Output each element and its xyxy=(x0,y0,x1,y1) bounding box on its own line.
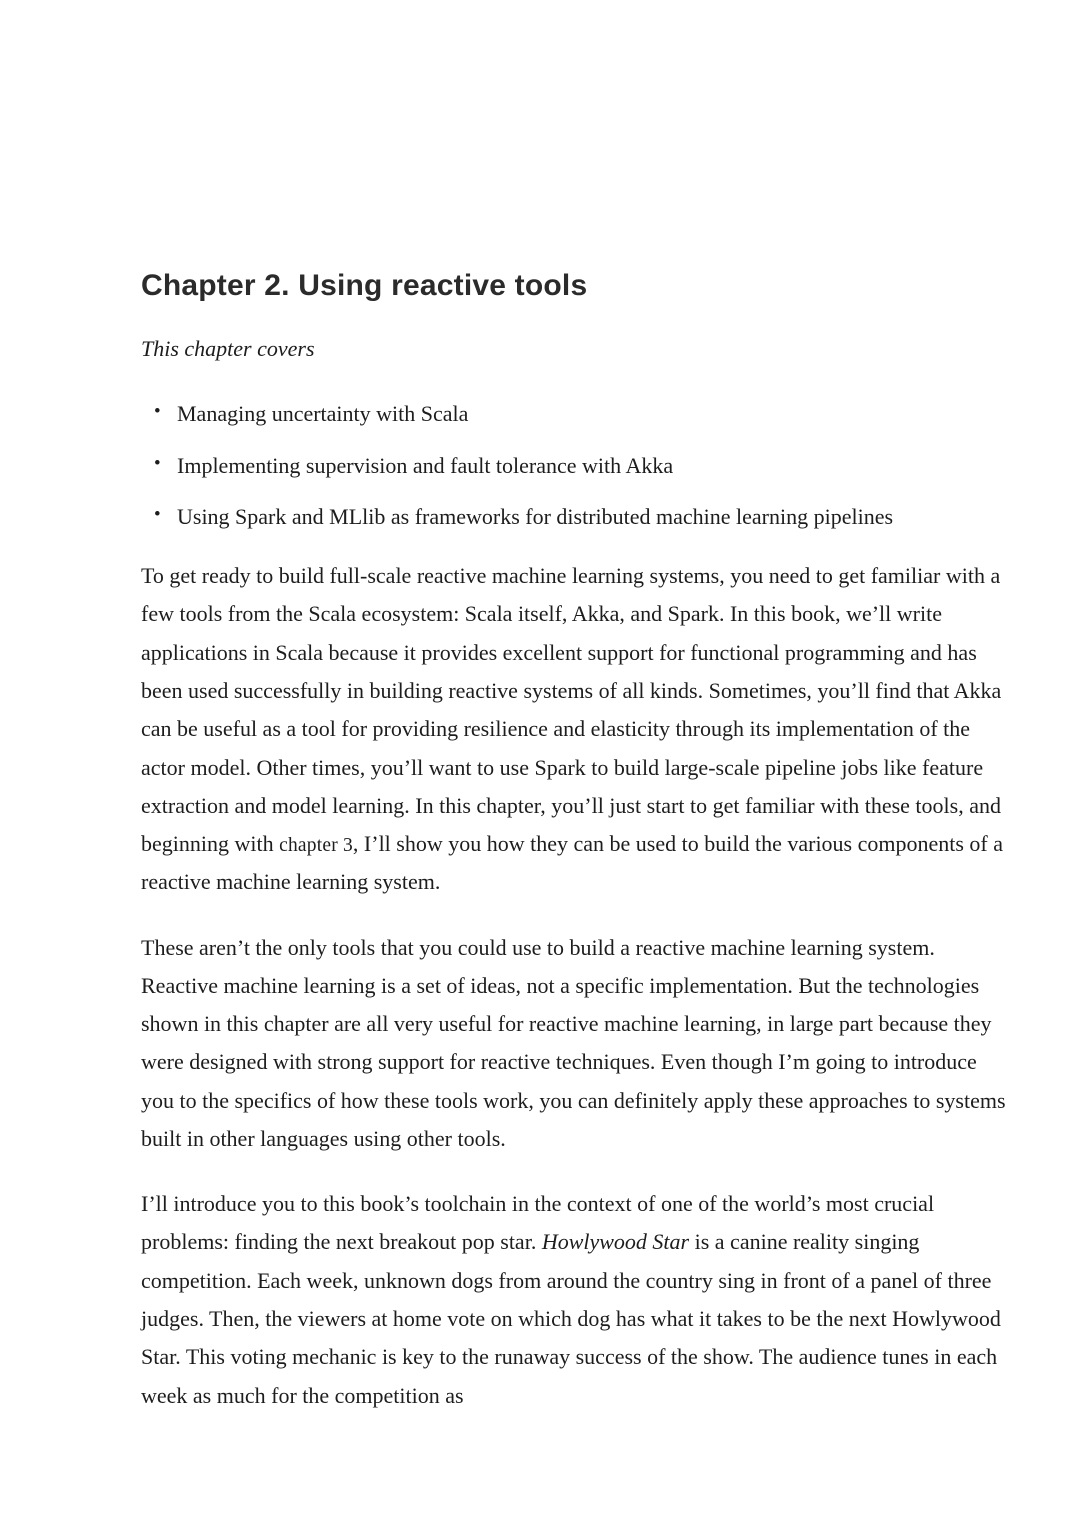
paragraph-3 xyxy=(141,1185,1013,1415)
chapter-covers-list xyxy=(141,399,1013,533)
paragraph-text: , I’ll show you how they can be used to build the various components of a reactive machine learning system. xyxy=(141,831,1004,895)
list-item xyxy=(141,399,1013,430)
list-item xyxy=(141,502,1013,533)
book-title-italic: Howlywood Star xyxy=(541,1229,690,1255)
bullet-text: Implementing supervision and fault tolerance with Akka xyxy=(177,452,674,478)
bullet-text: Using Spark and MLlib as frameworks for distributed machine learning pipelines xyxy=(177,504,894,530)
paragraph-text: is a canine reality singing competition. Each week, unknown dogs from around the country sing in front of a panel of three judges. Then, the viewers at home vote on which dog has what it takes to be the next Howlywood Star. This voting mechanic is key to the runaway success of the show. The audience tunes in each week as much for the competition as xyxy=(141,1229,1001,1408)
paragraph-text: I’ll introduce you to this book’s toolchain in the context of one of the world’s most crucial problems: finding the next breakout pop star. xyxy=(141,1191,935,1255)
chapter-covers-label: This chapter covers xyxy=(141,336,315,361)
bullet-text: Managing uncertainty with Scala xyxy=(177,400,469,426)
paragraph-text: To get ready to build full-scale reactive machine learning systems, you need to get familiar with a few tools from the Scala ecosystem: Scala itself, Akka, and Spark. In this book, we’ll write applications in Scala because it provides excellent support for functional programming and has been used successfully in building reactive systems of all kinds. Sometimes, you’ll find that Akka can be useful as a tool for providing resilience and elasticity through its implementation of the actor model. Other times, you’ll want to use Spark to build large-scale pipeline jobs like feature extraction and model learning. In this chapter, you’ll just start to get familiar with these tools, and beginning with xyxy=(141,563,1002,857)
paragraph-2: These aren’t the only tools that you could use to build a reactive machine learning system. Reactive machine learning is a set of ideas, not a specific implementation. But the technologies shown in this chapter are all very useful for reactive machine learning, in large part because they were designed with strong support for reactive techniques. Even though I’m going to introduce you to the specifics of how these tools work, you can definitely apply these approaches to systems built in other languages using other tools. xyxy=(141,934,1006,1151)
list-item xyxy=(141,451,1013,482)
paragraph-1 xyxy=(141,557,1013,901)
chapter-3-reference: chapter 3 xyxy=(279,835,353,857)
chapter-title: Chapter 2. Using reactive tools xyxy=(141,269,588,302)
chapter-page xyxy=(141,268,1013,1442)
